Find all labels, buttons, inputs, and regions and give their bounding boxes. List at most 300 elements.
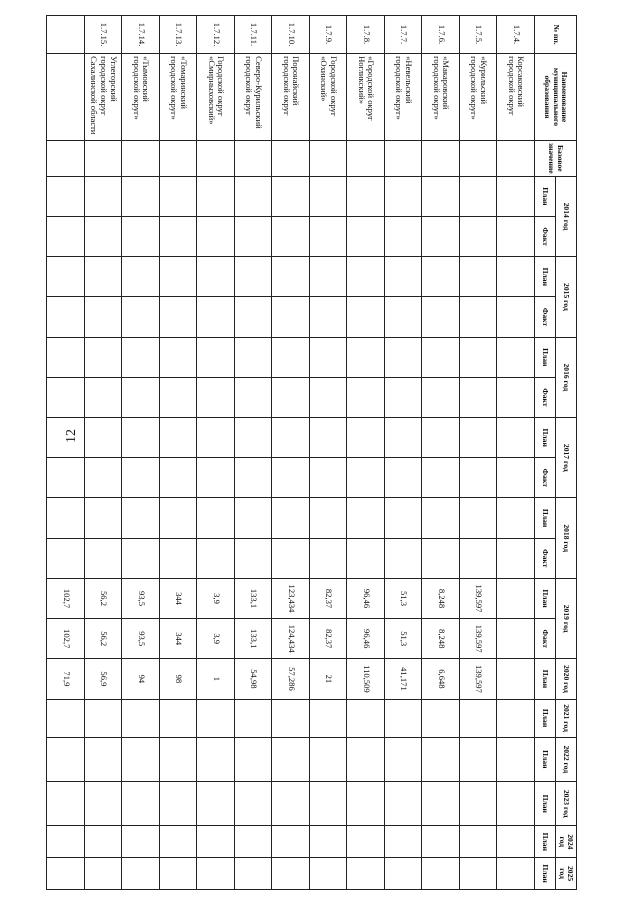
- cell-plan-2025: [310, 858, 348, 890]
- cell-plan-2014: [497, 176, 535, 216]
- row-name: «Макаровский городской округ»: [422, 54, 460, 141]
- row-base: [347, 140, 385, 176]
- cell-plan-2024: [85, 826, 123, 858]
- cell-plan-2014: [347, 176, 385, 216]
- header-2016: 2016 год: [556, 337, 577, 417]
- cell-plan-2022: [85, 737, 123, 781]
- row-num: 1.7.10.: [272, 16, 310, 54]
- cell-plan-2018: [235, 498, 273, 538]
- cell-fact-2015: [272, 297, 310, 337]
- cell-plan-2016: [422, 337, 460, 377]
- row-name: Городской округ «Охинский»: [310, 54, 348, 141]
- cell-plan-2015: [422, 257, 460, 297]
- row-name: Корсаковский городской округ: [497, 54, 535, 141]
- cell-fact-2014: [422, 217, 460, 257]
- cell-plan-2024: [272, 826, 310, 858]
- cell-fact-2019: 139,597: [460, 619, 498, 659]
- cell-plan-2017: [310, 418, 348, 458]
- cell-plan-2025: [197, 858, 235, 890]
- cell-fact-2018: [235, 538, 273, 578]
- row-name: «Тымовский городской округ»: [122, 54, 160, 141]
- cell-plan-2023: [272, 782, 310, 826]
- header-2022: 2022 год: [556, 737, 577, 781]
- cell-plan-2022: [47, 737, 85, 781]
- sub-plan-2019: План: [535, 578, 556, 618]
- cell-fact-2019: 133,1: [235, 619, 273, 659]
- table-body: [47, 16, 535, 890]
- cell-plan-2021: [160, 699, 198, 737]
- cell-fact-2019: 3,9: [197, 619, 235, 659]
- sub-plan-2021: План: [535, 699, 556, 737]
- cell-plan-2018: [385, 498, 423, 538]
- cell-fact-2014: [197, 217, 235, 257]
- cell-plan-2024: [385, 826, 423, 858]
- cell-fact-2019: 8,248: [422, 619, 460, 659]
- cell-plan-2022: [310, 737, 348, 781]
- sub-fact-2019: Факт: [535, 619, 556, 659]
- cell-fact-2014: [160, 217, 198, 257]
- header-2023: 2023 год: [556, 782, 577, 826]
- cell-fact-2016: [197, 377, 235, 417]
- cell-fact-2015: [122, 297, 160, 337]
- cell-plan-2018: [160, 498, 198, 538]
- header-2014: 2014 год: [556, 176, 577, 256]
- cell-plan-2016: [85, 337, 123, 377]
- cell-plan-2015: [497, 257, 535, 297]
- cell-plan-2017: [122, 418, 160, 458]
- cell-plan-2020: 1: [197, 659, 235, 699]
- cell-fact-2019: 102,7: [47, 619, 85, 659]
- cell-plan-2020: 57,286: [272, 659, 310, 699]
- cell-fact-2018: [122, 538, 160, 578]
- cell-plan-2025: [385, 858, 423, 890]
- cell-plan-2018: [197, 498, 235, 538]
- cell-plan-2025: [160, 858, 198, 890]
- sub-plan-2018: План: [535, 498, 556, 538]
- cell-fact-2015: [460, 297, 498, 337]
- cell-plan-2015: [460, 257, 498, 297]
- cell-plan-2017: [272, 418, 310, 458]
- cell-plan-2015: [47, 257, 85, 297]
- rotated-table-container: [61, 15, 577, 890]
- row-name: Поронайский городской округ: [272, 54, 310, 141]
- cell-fact-2018: [85, 538, 123, 578]
- cell-plan-2015: [197, 257, 235, 297]
- table-row: [310, 16, 348, 890]
- cell-plan-2023: [197, 782, 235, 826]
- cell-plan-2016: [460, 337, 498, 377]
- sub-plan-2020: План: [535, 659, 556, 699]
- cell-plan-2024: [47, 826, 85, 858]
- cell-fact-2018: [422, 538, 460, 578]
- cell-plan-2014: [122, 176, 160, 216]
- cell-plan-2016: [310, 337, 348, 377]
- cell-fact-2014: [85, 217, 123, 257]
- cell-plan-2020: 41,171: [385, 659, 423, 699]
- cell-fact-2016: [385, 377, 423, 417]
- sub-plan-2016: План: [535, 337, 556, 377]
- cell-fact-2016: [160, 377, 198, 417]
- cell-fact-2015: [47, 297, 85, 337]
- cell-fact-2015: [497, 297, 535, 337]
- cell-plan-2016: [347, 337, 385, 377]
- row-base: [85, 140, 123, 176]
- cell-plan-2023: [347, 782, 385, 826]
- row-num: 1.7.4.: [497, 16, 535, 54]
- sub-fact-2018: Факт: [535, 538, 556, 578]
- cell-plan-2015: [160, 257, 198, 297]
- cell-plan-2014: [385, 176, 423, 216]
- row-base: [385, 140, 423, 176]
- cell-fact-2019: 51,3: [385, 619, 423, 659]
- cell-plan-2017: [160, 418, 198, 458]
- cell-plan-2020: 110,509: [347, 659, 385, 699]
- sub-fact-2014: Факт: [535, 217, 556, 257]
- row-base: [497, 140, 535, 176]
- cell-plan-2023: [160, 782, 198, 826]
- cell-fact-2014: [460, 217, 498, 257]
- table-row: [122, 16, 160, 890]
- cell-fact-2018: [160, 538, 198, 578]
- row-name: «Невельский городской округ»: [385, 54, 423, 141]
- cell-fact-2018: [47, 538, 85, 578]
- cell-plan-2014: [235, 176, 273, 216]
- cell-fact-2018: [347, 538, 385, 578]
- cell-fact-2017: [47, 458, 85, 498]
- cell-fact-2016: [347, 377, 385, 417]
- cell-fact-2017: [122, 458, 160, 498]
- cell-fact-2017: [272, 458, 310, 498]
- table-row: [497, 16, 535, 890]
- cell-fact-2014: [235, 217, 273, 257]
- cell-plan-2017: [347, 418, 385, 458]
- row-base: [422, 140, 460, 176]
- row-num: 1.7.9.: [310, 16, 348, 54]
- row-num: 1.7.7.: [385, 16, 423, 54]
- cell-fact-2015: [85, 297, 123, 337]
- cell-plan-2023: [497, 782, 535, 826]
- cell-fact-2015: [235, 297, 273, 337]
- cell-plan-2014: [310, 176, 348, 216]
- row-num: 1.7.6.: [422, 16, 460, 54]
- cell-fact-2016: [422, 377, 460, 417]
- cell-plan-2020: 56,9: [85, 659, 123, 699]
- cell-fact-2015: [310, 297, 348, 337]
- cell-plan-2016: [385, 337, 423, 377]
- cell-fact-2016: [272, 377, 310, 417]
- cell-fact-2018: [197, 538, 235, 578]
- cell-fact-2017: [235, 458, 273, 498]
- table-row: [85, 16, 123, 890]
- cell-fact-2014: [347, 217, 385, 257]
- cell-fact-2016: [460, 377, 498, 417]
- cell-fact-2017: [497, 458, 535, 498]
- cell-plan-2022: [422, 737, 460, 781]
- cell-plan-2024: [197, 826, 235, 858]
- cell-plan-2015: [122, 257, 160, 297]
- cell-plan-2025: [85, 858, 123, 890]
- cell-fact-2019: 82,37: [310, 619, 348, 659]
- row-base: [235, 140, 273, 176]
- cell-plan-2023: [422, 782, 460, 826]
- row-name: Углегорский городской округ Сахалинской области: [85, 54, 123, 141]
- cell-plan-2022: [235, 737, 273, 781]
- cell-plan-2019: 82,37: [310, 578, 348, 618]
- cell-fact-2017: [197, 458, 235, 498]
- cell-fact-2019: 124,434: [272, 619, 310, 659]
- sub-plan-2024: План: [535, 826, 556, 858]
- sub-plan-2015: План: [535, 257, 556, 297]
- table-row: [47, 16, 85, 890]
- cell-plan-2022: [347, 737, 385, 781]
- cell-fact-2016: [122, 377, 160, 417]
- cell-plan-2021: [347, 699, 385, 737]
- cell-fact-2017: [347, 458, 385, 498]
- cell-plan-2020: 94: [122, 659, 160, 699]
- cell-plan-2015: [235, 257, 273, 297]
- cell-plan-2025: [460, 858, 498, 890]
- cell-plan-2021: [460, 699, 498, 737]
- cell-fact-2019: [497, 619, 535, 659]
- cell-fact-2016: [47, 377, 85, 417]
- cell-plan-2018: [460, 498, 498, 538]
- cell-plan-2025: [347, 858, 385, 890]
- cell-plan-2019: 93,5: [122, 578, 160, 618]
- header-2015: 2015 год: [556, 257, 577, 337]
- cell-plan-2016: [122, 337, 160, 377]
- cell-plan-2017: [85, 418, 123, 458]
- cell-fact-2019: 344: [160, 619, 198, 659]
- cell-fact-2016: [85, 377, 123, 417]
- cell-fact-2018: [460, 538, 498, 578]
- cell-plan-2018: [497, 498, 535, 538]
- sub-plan-2017: План: [535, 418, 556, 458]
- cell-plan-2019: 139,597: [460, 578, 498, 618]
- table-row: [422, 16, 460, 890]
- row-name: «Томаринский городской округ»: [160, 54, 198, 141]
- cell-fact-2014: [47, 217, 85, 257]
- cell-plan-2024: [497, 826, 535, 858]
- cell-fact-2017: [385, 458, 423, 498]
- cell-plan-2019: 133,1: [235, 578, 273, 618]
- cell-fact-2017: [85, 458, 123, 498]
- cell-plan-2023: [122, 782, 160, 826]
- row-name: «Курильский городской округ»: [460, 54, 498, 141]
- cell-plan-2015: [385, 257, 423, 297]
- cell-plan-2017: [460, 418, 498, 458]
- cell-plan-2015: [85, 257, 123, 297]
- cell-fact-2015: [160, 297, 198, 337]
- cell-plan-2019: [497, 578, 535, 618]
- row-base: [460, 140, 498, 176]
- cell-plan-2014: [460, 176, 498, 216]
- row-base: [310, 140, 348, 176]
- cell-plan-2016: [272, 337, 310, 377]
- header-2017: 2017 год: [556, 418, 577, 498]
- row-num: 1.7.8.: [347, 16, 385, 54]
- table-row: [197, 16, 235, 890]
- table-row: [347, 16, 385, 890]
- cell-plan-2017: [422, 418, 460, 458]
- cell-plan-2024: [347, 826, 385, 858]
- table-row: [460, 16, 498, 890]
- row-num: [47, 16, 85, 54]
- cell-plan-2020: 21: [310, 659, 348, 699]
- cell-plan-2021: [47, 699, 85, 737]
- cell-plan-2022: [197, 737, 235, 781]
- row-num: 1.7.13.: [160, 16, 198, 54]
- sub-plan-2025: План: [535, 858, 556, 890]
- cell-fact-2014: [385, 217, 423, 257]
- cell-fact-2016: [235, 377, 273, 417]
- cell-plan-2014: [422, 176, 460, 216]
- cell-plan-2021: [497, 699, 535, 737]
- cell-plan-2021: [385, 699, 423, 737]
- table-row: [235, 16, 273, 890]
- cell-plan-2024: [460, 826, 498, 858]
- cell-plan-2018: [310, 498, 348, 538]
- cell-fact-2019: 96,46: [347, 619, 385, 659]
- cell-plan-2025: [235, 858, 273, 890]
- cell-plan-2024: [310, 826, 348, 858]
- cell-plan-2019: 8,248: [422, 578, 460, 618]
- table-row: [272, 16, 310, 890]
- cell-plan-2022: [122, 737, 160, 781]
- cell-plan-2017: [497, 418, 535, 458]
- table-row: [385, 16, 423, 890]
- cell-fact-2014: [497, 217, 535, 257]
- cell-plan-2023: [310, 782, 348, 826]
- cell-plan-2014: [160, 176, 198, 216]
- cell-plan-2019: 51,3: [385, 578, 423, 618]
- cell-plan-2016: [497, 337, 535, 377]
- header-num: № пп.: [535, 16, 577, 54]
- cell-plan-2025: [497, 858, 535, 890]
- cell-plan-2014: [272, 176, 310, 216]
- cell-plan-2025: [47, 858, 85, 890]
- cell-fact-2018: [272, 538, 310, 578]
- cell-plan-2016: [197, 337, 235, 377]
- cell-fact-2014: [272, 217, 310, 257]
- header-2018: 2018 год: [556, 498, 577, 578]
- cell-plan-2022: [460, 737, 498, 781]
- row-num: 1.7.5.: [460, 16, 498, 54]
- cell-fact-2016: [497, 377, 535, 417]
- header-2020: 2020 год: [556, 659, 577, 699]
- cell-plan-2024: [160, 826, 198, 858]
- cell-plan-2021: [122, 699, 160, 737]
- cell-plan-2015: [272, 257, 310, 297]
- cell-fact-2016: [310, 377, 348, 417]
- row-name: «Городской округ Ногликский»: [347, 54, 385, 141]
- cell-plan-2019: 96,46: [347, 578, 385, 618]
- row-base: [197, 140, 235, 176]
- cell-plan-2019: 56,2: [85, 578, 123, 618]
- cell-plan-2018: [122, 498, 160, 538]
- cell-plan-2019: 344: [160, 578, 198, 618]
- row-name: [47, 54, 85, 141]
- cell-plan-2023: [85, 782, 123, 826]
- cell-plan-2014: [197, 176, 235, 216]
- cell-plan-2022: [497, 737, 535, 781]
- cell-plan-2020: 54,98: [235, 659, 273, 699]
- cell-fact-2019: 93,5: [122, 619, 160, 659]
- row-base: [122, 140, 160, 176]
- cell-plan-2019: 3,9: [197, 578, 235, 618]
- row-num: 1.7.11.: [235, 16, 273, 54]
- cell-fact-2017: [460, 458, 498, 498]
- cell-fact-2018: [497, 538, 535, 578]
- cell-plan-2015: [347, 257, 385, 297]
- table-row: [160, 16, 198, 890]
- cell-fact-2019: 56,2: [85, 619, 123, 659]
- cell-plan-2018: [85, 498, 123, 538]
- cell-fact-2014: [310, 217, 348, 257]
- cell-plan-2017: [197, 418, 235, 458]
- cell-plan-2017: [47, 418, 85, 458]
- cell-plan-2023: [385, 782, 423, 826]
- cell-plan-2020: 139,597: [460, 659, 498, 699]
- cell-plan-2022: [272, 737, 310, 781]
- cell-plan-2015: [310, 257, 348, 297]
- sub-fact-2016: Факт: [535, 377, 556, 417]
- cell-plan-2024: [122, 826, 160, 858]
- cell-plan-2022: [160, 737, 198, 781]
- row-base: [272, 140, 310, 176]
- cell-plan-2018: [422, 498, 460, 538]
- cell-plan-2014: [85, 176, 123, 216]
- header-2024: 2024 год: [556, 826, 577, 858]
- cell-plan-2014: [47, 176, 85, 216]
- cell-plan-2020: 71,9: [47, 659, 85, 699]
- cell-plan-2025: [272, 858, 310, 890]
- cell-plan-2023: [460, 782, 498, 826]
- row-base: [160, 140, 198, 176]
- cell-plan-2018: [272, 498, 310, 538]
- header-2025: 2025 год: [556, 858, 577, 890]
- header-2019: 2019 год: [556, 578, 577, 658]
- cell-fact-2018: [385, 538, 423, 578]
- cell-fact-2015: [422, 297, 460, 337]
- row-num: 1.7.12.: [197, 16, 235, 54]
- cell-fact-2015: [347, 297, 385, 337]
- cell-fact-2017: [422, 458, 460, 498]
- row-num: 1.7.15.: [85, 16, 123, 54]
- sub-plan-2014: План: [535, 176, 556, 216]
- data-table: [47, 15, 578, 890]
- cell-plan-2024: [235, 826, 273, 858]
- cell-fact-2015: [385, 297, 423, 337]
- cell-plan-2020: 98: [160, 659, 198, 699]
- cell-plan-2021: [310, 699, 348, 737]
- cell-plan-2023: [235, 782, 273, 826]
- page-number: 12: [64, 429, 79, 443]
- row-name: Городской округ «Смирныховский»: [197, 54, 235, 141]
- sub-plan-2022: План: [535, 737, 556, 781]
- cell-plan-2016: [235, 337, 273, 377]
- cell-plan-2020: 6,648: [422, 659, 460, 699]
- cell-plan-2018: [347, 498, 385, 538]
- cell-plan-2023: [47, 782, 85, 826]
- cell-plan-2025: [422, 858, 460, 890]
- cell-plan-2021: [235, 699, 273, 737]
- header-base: Базовое значение: [535, 140, 577, 176]
- cell-plan-2016: [47, 337, 85, 377]
- cell-plan-2025: [122, 858, 160, 890]
- sub-fact-2017: Факт: [535, 458, 556, 498]
- cell-plan-2024: [422, 826, 460, 858]
- cell-fact-2015: [197, 297, 235, 337]
